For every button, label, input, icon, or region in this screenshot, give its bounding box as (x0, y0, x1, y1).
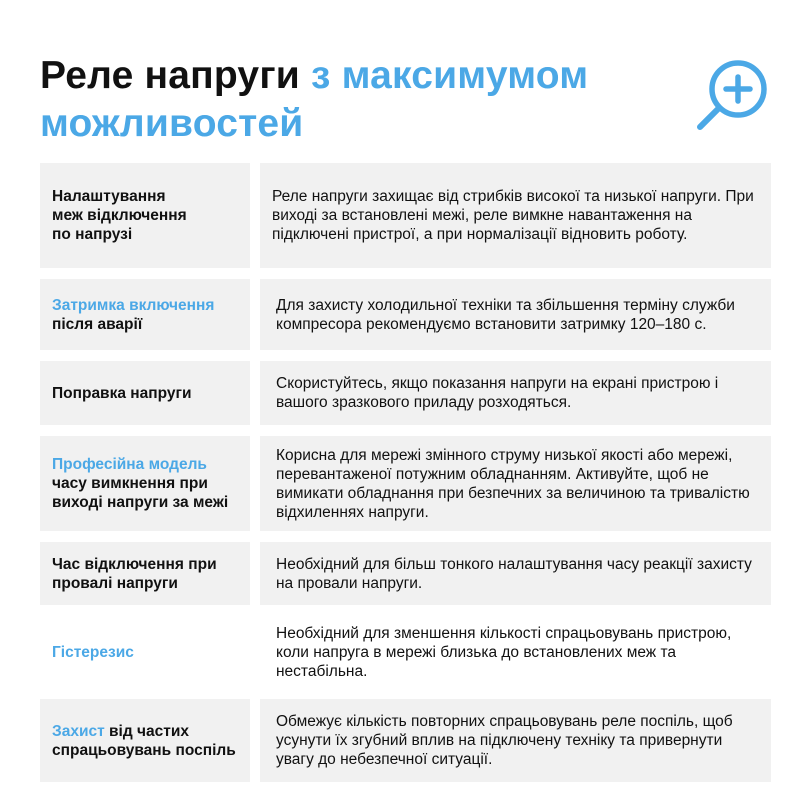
feature-label (40, 616, 250, 688)
feature-label (40, 163, 250, 268)
feature-description: Реле напруги захищає від стрибків високої та низької напруги. При виході за встановлені межі, реле вимкне навантаження на підключені пристрої, а при нормалізації відновить роботу. (260, 163, 771, 268)
feature-row-cutoff-limits (40, 163, 771, 268)
feature-label-accent: Захист (52, 722, 105, 740)
feature-row-hysteresis (40, 616, 771, 688)
feature-label-accent: Гістерезис (52, 643, 134, 661)
feature-label-text: Час відключення при провалі напруги (52, 555, 217, 592)
feature-label-text: Налаштування меж відключення по напрузі (52, 188, 187, 243)
feature-label-text: після аварії (52, 315, 143, 333)
title-accent-part: з максимумом можливостей (40, 54, 589, 145)
feature-description: Скористуйтесь, якщо показання напруги на екрані пристрою і вашого зразкового приладу розходяться. (260, 361, 771, 425)
feature-label-accent: Професійна модель (52, 456, 207, 473)
feature-description: Необхідний для зменшення кількості спрацьовувань пристрою, коли напруга в мережі близька до встановлених меж та нестабільна. (260, 616, 771, 688)
feature-description: Обмежує кількість повторних спрацьовувань реле поспіль, щоб усунути їх згубний вплив на підключену техніку та привернути увагу до небезпечної ситуації. (260, 699, 771, 782)
feature-label (40, 361, 250, 425)
feature-row-pro-model (40, 436, 771, 531)
page-title (40, 52, 680, 148)
feature-row-voltage-correction (40, 361, 771, 425)
feature-row-restart-delay (40, 279, 771, 350)
feature-row-dip-cutoff-time (40, 542, 771, 605)
feature-label (40, 542, 250, 605)
feature-row-frequent-trip-protection (40, 699, 771, 782)
feature-description: Корисна для мережі змінного струму низької якості або мережі, перевантаженої потужним обладнанням. Активуйте, щоб не вимикати обладнання при безпечних за величиною та тривалістю відхиленнях напруги. (260, 436, 771, 531)
feature-description: Для захисту холодильної техніки та збільшення терміну служби компресора рекомендуємо встановити затримку 120–180 с. (260, 279, 771, 350)
feature-label-text: від частих спрацьовувань поспіль (52, 722, 236, 759)
title-dark-part: Реле напруги (40, 54, 300, 97)
feature-description: Необхідний для більш тонкого налаштування часу реакції захисту на провали напруги. (260, 542, 771, 605)
feature-label-text: Поправка напруги (52, 384, 192, 402)
features-table (40, 163, 771, 793)
feature-label-accent: Затримка включення (52, 296, 215, 314)
feature-label (40, 279, 250, 350)
feature-label (40, 436, 250, 531)
feature-label (40, 699, 250, 782)
feature-label-text: часу вимкнення при виході напруги за межі (52, 475, 229, 511)
zoom-in-icon (694, 55, 774, 135)
